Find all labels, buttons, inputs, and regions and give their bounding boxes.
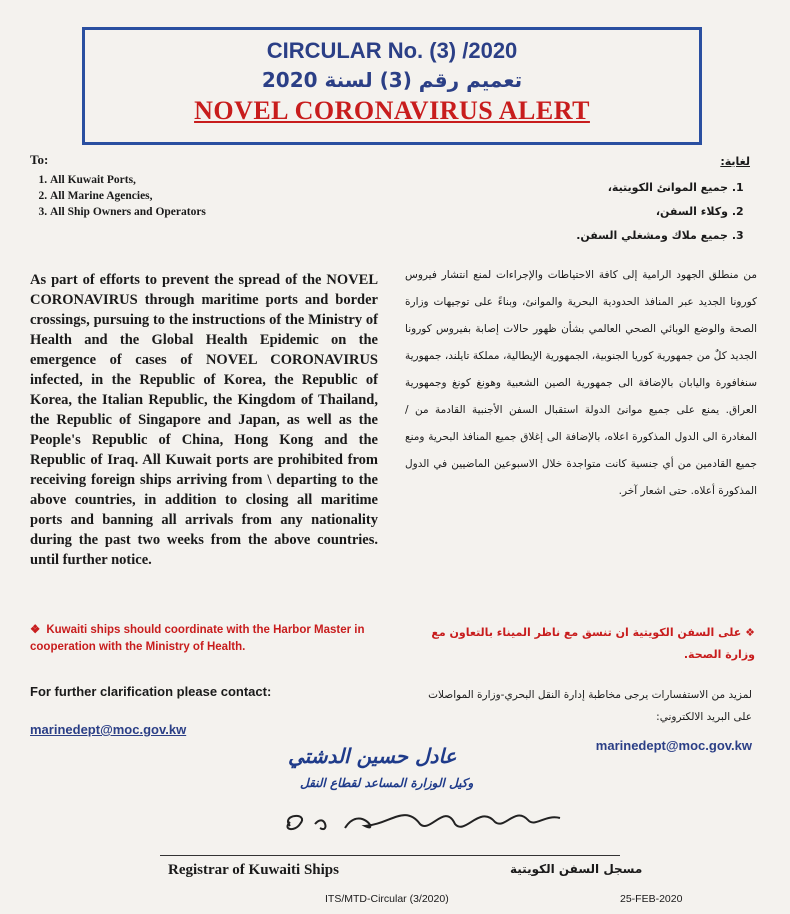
recipient-en-item: 2. All Marine Agencies, <box>50 188 206 204</box>
contact-email-ar[interactable]: marinedept@moc.gov.kw <box>595 738 752 753</box>
body-text-en: As part of efforts to prevent the spread of the NOVEL CORONAVIRUS through maritime ports and border crossings, pursuing to the instructions of the Ministry of Health and the Global Health Epidemic on the emergence of cases of NOVEL CORONAVIRUS infected, in the Republic of Korea, the Republic of Korea, the Italian Republic, the Kingdom of Thailand, the Republic of Singapore and Japan, as well as the People's Republic of China, Hong Kong and the Republic of Iraq. All Kuwait ports are prohibited from receiving foreign ships arriving from \ departing to the above countries, in addition to closing all maritime ports and banning all arrivals from any nationality during the past two weeks from the above countries. until further notice. <box>30 272 378 568</box>
signatory-name: عادل حسين الدشتي <box>288 744 457 768</box>
note-ar <box>405 622 755 666</box>
contact-label-ar: لمزيد من الاستفسارات يرجى مخاطبة إدارة النقل البحري-وزارة المواصلات على البريد الالكتروني: <box>428 689 752 723</box>
note-en <box>30 622 380 656</box>
recipient-ar-item: 3. جميع ملاك ومشغلي السفن. <box>550 224 728 248</box>
recipients-en-list <box>30 172 206 220</box>
handwritten-signature-icon <box>270 794 570 844</box>
alert-title: NOVEL CORONAVIRUS ALERT <box>194 96 590 125</box>
circular-header-box <box>82 27 702 145</box>
document-date: 25-FEB-2020 <box>620 893 683 905</box>
recipient-en-item: 1. All Kuwait Ports, <box>50 172 206 188</box>
recipients-en <box>30 152 206 220</box>
diamond-bullet-icon: ❖ <box>741 626 755 639</box>
recipient-ar-item: 2. وكلاء السفن، <box>550 200 728 224</box>
signature-divider <box>160 855 620 856</box>
circular-title-ar: تعميم رقم (3) لسنة 2020 <box>261 68 523 92</box>
note-ar-text: على السفن الكويتية ان تنسق مع ناظر الميناء بالتعاون مع وزارة الصحة. <box>431 626 755 661</box>
contact-email-en[interactable]: marinedept@moc.gov.kw <box>30 722 187 737</box>
recipient-ar-item: 1. جميع الموانئ الكويتية، <box>550 176 728 200</box>
signatory-title: وكيل الوزارة المساعد لقطاع النقل <box>300 776 474 790</box>
contact-label-en: For further clarification please contact: <box>30 684 272 699</box>
reference-number: ITS/MTD-Circular (3/2020) <box>325 893 449 905</box>
recipients-en-label: To: <box>30 152 49 167</box>
body-text-ar: من منطلق الجهود الرامية إلى كافة الاحتياطات والإجراءات لمنع انتشار فيروس كورونا الجديد عبر المنافذ الحدودية البحرية والموانئ، وبناءً على توجيهات وزارة الصحة والوضع الوبائي الصحي العالمي بشأن ظهور حالات إصابة بفيروس كورونا الجديد كلٌ من جمهورية كوريا الجنوبية، الجمهورية الإيطالية، مملكة تايلند، جمهورية سنغافورة واليابان بالإضافة الى جمهورية الصين الشعبية وهونغ كونغ وجمهورية العراق. يمنع على جميع موانئ الدولة استقبال السفن الأجنبية القادمة من / المغادرة الى الدول المذكورة اعلاه، بالإضافة الى إغلاق جميع المنافذ البحرية ومنع جميع القادمين من أي جنسية كانت متواجدة خلال الاسبوعين الماضيين في الدول المذكورة أعلاه. حتى اشعار آخر. <box>405 269 757 497</box>
recipients-ar <box>550 155 750 248</box>
circular-title-en: CIRCULAR No. (3) /2020 <box>266 38 518 63</box>
registrar-en: Registrar of Kuwaiti Ships <box>168 862 339 878</box>
recipients-ar-label: لغاية: <box>720 155 750 168</box>
recipients-ar-list <box>550 176 750 248</box>
registrar-ar: مسجل السفن الكويتية <box>510 862 643 876</box>
note-en-text: Kuwaiti ships should coordinate with the Harbor Master in cooperation with the Ministry of Health. <box>30 624 365 653</box>
recipient-en-item: 3. All Ship Owners and Operators <box>50 204 206 220</box>
diamond-bullet-icon: ❖ <box>30 624 41 636</box>
signature-block <box>270 732 570 852</box>
